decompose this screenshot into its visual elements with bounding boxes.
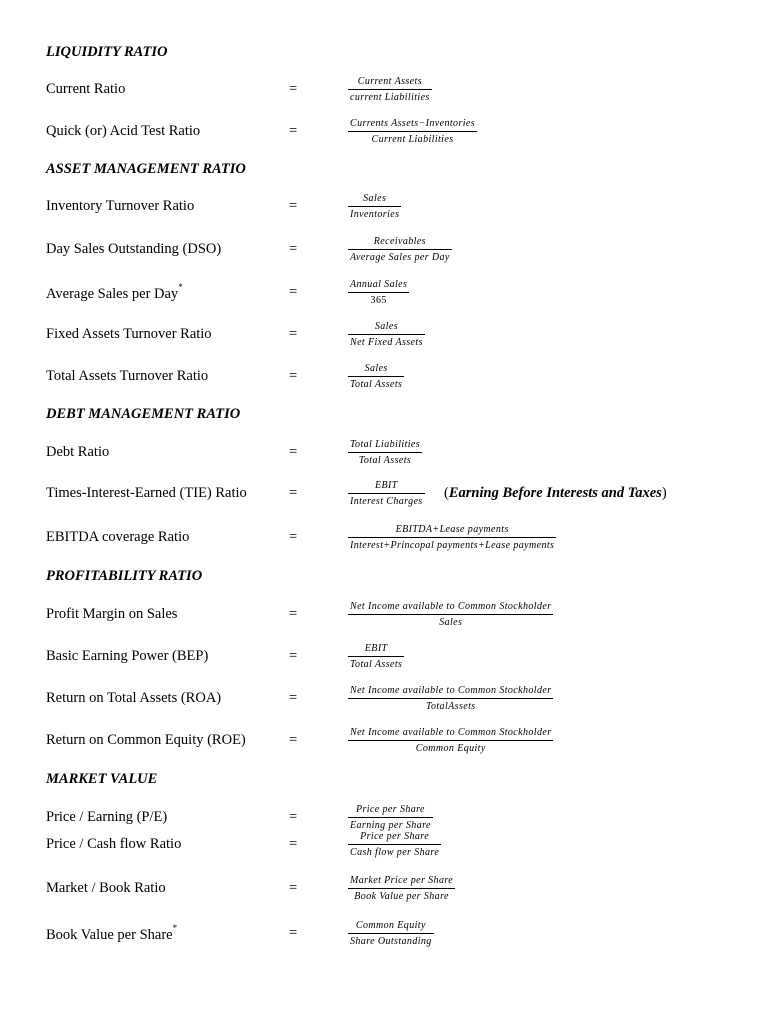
heading-debt-management-ratio: DEBT MANAGEMENT RATIO <box>46 406 241 422</box>
ratio-fraction <box>348 921 434 947</box>
fraction-denominator: Net Fixed Assets <box>350 337 423 348</box>
fraction-numerator: Total Liabilities <box>348 440 422 453</box>
equals-sign: = <box>289 241 298 257</box>
ratio-label: Day Sales Outstanding (DSO) <box>46 241 222 257</box>
equals-sign: = <box>289 444 298 460</box>
ratio-label: Current Ratio <box>46 81 126 97</box>
equals-sign: = <box>289 326 298 342</box>
fraction-numerator: Annual Sales <box>348 280 409 293</box>
ratio-fraction <box>348 440 422 466</box>
fraction-numerator: Sales <box>348 322 425 335</box>
ratio-label: Times-Interest-Earned (TIE) Ratio <box>46 485 247 501</box>
heading-liquidity-ratio: LIQUIDITY RATIO <box>46 44 168 60</box>
fraction-denominator: Total Assets <box>350 379 403 390</box>
ratio-label: EBITDA coverage Ratio <box>46 529 190 545</box>
fraction-denominator: Sales <box>439 617 463 628</box>
heading-market-value: MARKET VALUE <box>46 771 158 787</box>
equals-sign: = <box>289 836 298 852</box>
heading-asset-management-ratio: ASSET MANAGEMENT RATIO <box>46 161 246 177</box>
fraction-denominator: Interest Charges <box>350 496 423 507</box>
fraction-denominator: 365 <box>370 295 387 306</box>
ratio-label: Price / Cash flow Ratio <box>46 836 182 852</box>
fraction-numerator: Common Equity <box>348 921 434 934</box>
equals-sign: = <box>289 606 298 622</box>
equals-sign: = <box>289 648 298 664</box>
equals-sign: = <box>289 529 298 545</box>
ratio-fraction <box>348 525 556 551</box>
fraction-denominator: Cash flow per Share <box>350 847 440 858</box>
equals-sign: = <box>289 809 298 825</box>
fraction-denominator: Total Assets <box>350 659 403 670</box>
label-text: Book Value per Share <box>46 926 173 943</box>
ratio-fraction <box>348 364 404 390</box>
fraction-denominator: Total Assets <box>358 455 412 466</box>
fraction-denominator: Book Value per Share <box>354 891 449 902</box>
equals-sign: = <box>289 198 298 214</box>
ratio-note <box>444 485 667 502</box>
ratio-fraction <box>348 728 553 754</box>
footnote-marker: * <box>172 923 178 933</box>
equals-sign: = <box>289 925 298 941</box>
fraction-denominator: Share Outstanding <box>350 936 432 947</box>
fraction-numerator: Net Income available to Common Stockholder <box>348 602 553 615</box>
fraction-numerator: Net Income available to Common Stockholder <box>348 728 553 741</box>
fraction-denominator: Average Sales per Day <box>350 252 450 263</box>
fraction-numerator: Net Income available to Common Stockholder <box>348 686 553 699</box>
fraction-numerator: Sales <box>348 364 404 377</box>
equals-sign: = <box>289 368 298 384</box>
ratio-fraction <box>348 686 553 712</box>
equals-sign: = <box>289 284 298 300</box>
fraction-numerator: Currents Assets−Inventories <box>348 119 477 132</box>
paren-open: ( <box>444 485 449 501</box>
ratio-fraction <box>348 237 452 263</box>
fraction-numerator: EBIT <box>348 481 425 494</box>
equals-sign: = <box>289 485 298 501</box>
ratio-fraction <box>348 602 553 628</box>
ratio-fraction <box>348 280 409 306</box>
ratio-fraction <box>348 832 441 858</box>
ratio-fraction <box>348 481 425 507</box>
ratio-fraction <box>348 77 432 103</box>
equals-sign: = <box>289 123 298 139</box>
ratio-label: Fixed Assets Turnover Ratio <box>46 326 212 342</box>
ratio-fraction <box>348 194 401 220</box>
fraction-denominator: TotalAssets <box>425 701 476 712</box>
fraction-numerator: Price per Share <box>348 805 433 818</box>
fraction-numerator: EBITDA+Lease payments <box>348 525 556 538</box>
ratio-label <box>46 284 183 303</box>
ratio-fraction <box>348 805 433 831</box>
fraction-numerator: EBIT <box>348 644 404 657</box>
ratio-label <box>46 925 177 944</box>
equals-sign: = <box>289 880 298 896</box>
ratio-label: Market / Book Ratio <box>46 880 166 896</box>
equals-sign: = <box>289 732 298 748</box>
fraction-denominator: Common Equity <box>415 743 486 754</box>
equals-sign: = <box>289 81 298 97</box>
fraction-denominator: current Liabilities <box>350 92 430 103</box>
note-text: Earning Before Interests and Taxes <box>448 485 662 501</box>
ratio-label: Return on Common Equity (ROE) <box>46 732 246 748</box>
ratio-label: Profit Margin on Sales <box>46 606 178 622</box>
ratio-label: Quick (or) Acid Test Ratio <box>46 123 201 139</box>
ratio-label: Price / Earning (P/E) <box>46 809 168 825</box>
paren-close: ) <box>661 485 667 501</box>
ratio-label: Return on Total Assets (ROA) <box>46 690 222 706</box>
fraction-denominator: Earning per Share <box>350 820 431 831</box>
heading-profitability-ratio: PROFITABILITY RATIO <box>46 568 203 584</box>
fraction-numerator: Price per Share <box>348 832 441 845</box>
ratio-label: Inventory Turnover Ratio <box>46 198 195 214</box>
fraction-denominator: Interest+Princopal payments+Lease payments <box>350 540 555 551</box>
fraction-numerator: Sales <box>348 194 401 207</box>
fraction-numerator: Current Assets <box>348 77 432 90</box>
fraction-denominator: Current Liabilities <box>371 134 454 145</box>
fraction-numerator: Receivables <box>348 237 452 250</box>
ratio-fraction <box>348 876 455 902</box>
equals-sign: = <box>289 690 298 706</box>
fraction-denominator: Inventories <box>350 209 400 220</box>
ratio-label: Basic Earning Power (BEP) <box>46 648 209 664</box>
ratio-fraction <box>348 644 404 670</box>
ratio-fraction <box>348 322 425 348</box>
ratio-fraction <box>348 119 477 145</box>
label-text: Average Sales per Day <box>46 285 179 302</box>
ratio-label: Debt Ratio <box>46 444 110 460</box>
fraction-numerator: Market Price per Share <box>348 876 455 889</box>
ratio-label: Total Assets Turnover Ratio <box>46 368 209 384</box>
footnote-marker: * <box>178 282 183 292</box>
